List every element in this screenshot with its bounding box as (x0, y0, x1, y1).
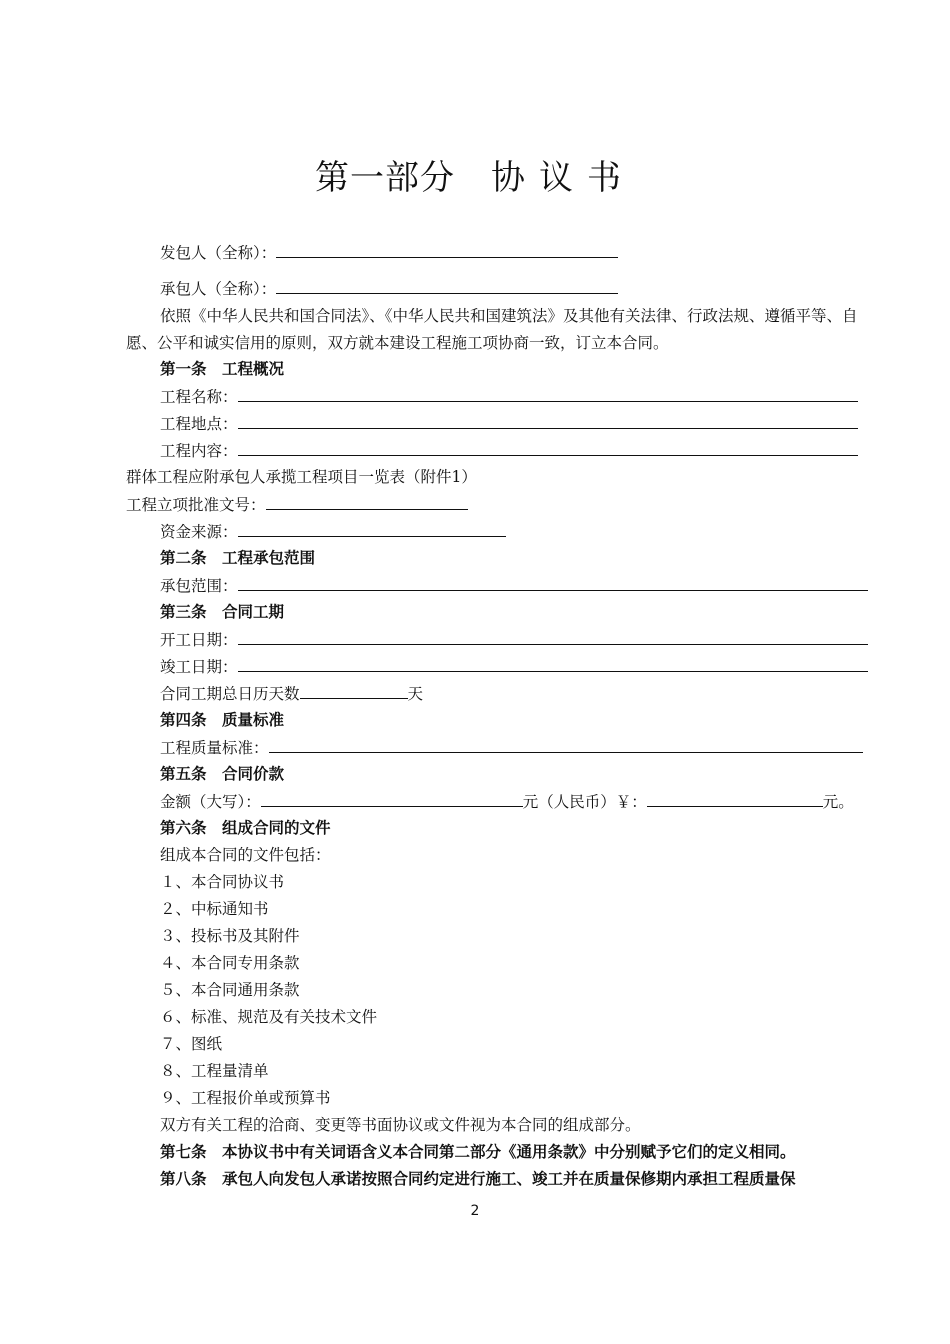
scope-blank[interactable] (238, 575, 868, 591)
list-item: ４、本合同专用条款 (160, 954, 300, 972)
amount-words-blank[interactable] (261, 791, 523, 807)
total-days-label: 合同工期总日历天数 (160, 685, 300, 703)
amount-figures-blank[interactable] (647, 791, 823, 807)
project-location-line (160, 413, 858, 434)
start-date-blank[interactable] (238, 629, 868, 645)
project-content-blank[interactable] (238, 440, 858, 456)
article1-heading: 第一条 工程概况 (160, 360, 285, 378)
contractor-line (160, 278, 618, 299)
documents-tail: 双方有关工程的洽商、变更等书面协议或文件视为本合同的组成部分。 (160, 1116, 641, 1134)
project-location-label: 工程地点： (160, 415, 238, 433)
list-item: ７、图纸 (160, 1035, 223, 1053)
group-project-note: 群体工程应附承包人承揽工程项目一览表（附件1） (126, 468, 477, 486)
quality-blank[interactable] (269, 737, 863, 753)
project-content-line (160, 440, 858, 461)
fund-label: 资金来源： (160, 523, 238, 541)
list-item: ６、标准、规范及有关技术文件 (160, 1008, 378, 1026)
article2-heading: 第二条 工程承包范围 (160, 549, 316, 567)
intro-paragraph: 依照《中华人民共和国合同法》、《中华人民共和国建筑法》及其他有关法律、行政法规、遵循平等、自愿、公平和诚实信用的原则，双方就本建设工程施工项协商一致，订立本合同。 (126, 307, 858, 352)
start-date-line (160, 629, 868, 650)
page-number: 2 (470, 1203, 480, 1219)
project-name-line (160, 386, 858, 407)
amount-label: 金额（大写）： (160, 793, 261, 811)
documents-lead: 组成本合同的文件包括： (160, 846, 331, 864)
employer-blank[interactable] (276, 242, 618, 258)
finish-date-label: 竣工日期： (160, 658, 238, 676)
amount-line (160, 791, 854, 812)
scope-line (160, 575, 868, 596)
list-item: ５、本合同通用条款 (160, 981, 300, 999)
employer-label: 发包人（全称）： (160, 244, 277, 262)
list-item: ２、中标通知书 (160, 900, 269, 918)
project-content-label: 工程内容： (160, 442, 238, 460)
total-days-blank[interactable] (300, 683, 408, 699)
total-days-line (160, 683, 423, 704)
finish-date-blank[interactable] (238, 656, 868, 672)
contractor-label: 承包人（全称）： (160, 280, 277, 298)
yuan-end: 元。 (822, 793, 854, 811)
article7-text: 第七条 本协议书中有关词语含义本合同第二部分《通用条款》中分别赋予它们的定义相同。 (160, 1143, 796, 1161)
project-name-label: 工程名称： (160, 388, 238, 406)
list-item: １、本合同协议书 (160, 873, 285, 891)
fund-blank[interactable] (238, 521, 506, 537)
quality-label: 工程质量标准： (160, 739, 269, 757)
article6-heading: 第六条 组成合同的文件 (160, 819, 331, 837)
employer-line (160, 242, 618, 263)
fund-line (160, 521, 506, 542)
quality-line (160, 737, 863, 758)
page-title (0, 150, 950, 199)
article3-heading: 第三条 合同工期 (160, 603, 285, 621)
finish-date-line (160, 656, 868, 677)
list-item: ３、投标书及其附件 (160, 927, 300, 945)
approval-line (126, 494, 468, 515)
days-unit: 天 (407, 685, 424, 703)
title-name: 协议书 (491, 158, 635, 198)
list-item: ９、工程报价单或预算书 (160, 1089, 331, 1107)
list-item: ８、工程量清单 (160, 1062, 269, 1080)
article5-heading: 第五条 合同价款 (160, 765, 285, 783)
approval-label: 工程立项批准文号： (126, 496, 266, 514)
article4-heading: 第四条 质量标准 (160, 711, 285, 729)
contractor-blank[interactable] (276, 278, 618, 294)
project-name-blank[interactable] (238, 386, 858, 402)
title-part: 第一部分 (315, 158, 455, 198)
project-location-blank[interactable] (238, 413, 858, 429)
article8-text: 第八条 承包人向发包人承诺按照合同约定进行施工、竣工并在质量保修期内承担工程质量保 (160, 1170, 796, 1188)
start-date-label: 开工日期： (160, 631, 238, 649)
approval-blank[interactable] (266, 494, 468, 510)
scope-label: 承包范围： (160, 577, 238, 595)
rmb-label: 元（人民币）￥： (522, 793, 647, 811)
